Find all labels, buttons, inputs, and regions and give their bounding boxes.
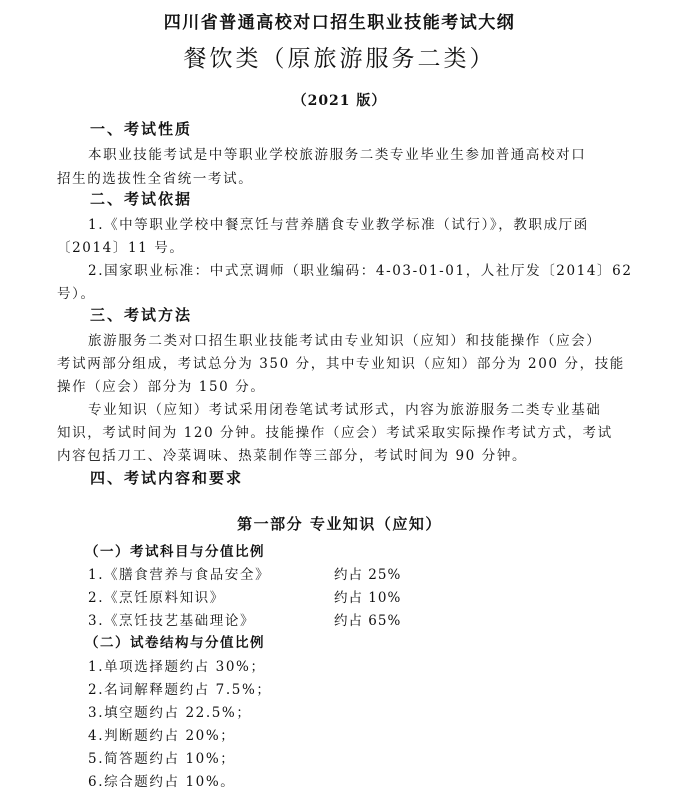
paragraph-line: 2.国家职业标准：中式烹调师（职业编码：4-03-01-01，人社厅发〔2014〕62 bbox=[88, 263, 633, 279]
paragraph-line: 〔2014〕11 号。 bbox=[57, 240, 185, 256]
edition-label: （2021 版） bbox=[292, 93, 387, 109]
structure-item: 4.判断题约占 20%； bbox=[88, 728, 236, 744]
subject-name: 3.《烹饪技艺基础理论》 bbox=[88, 613, 256, 629]
section-heading-basis: 二、考试依据 bbox=[90, 190, 193, 208]
document-title: 四川省普通高校对口招生职业技能考试大纲 bbox=[163, 13, 516, 33]
structure-item: 3.填空题约占 22.5%； bbox=[88, 705, 252, 721]
section-heading-method: 三、考试方法 bbox=[90, 306, 193, 324]
structure-item: 5.简答题约占 10%； bbox=[88, 751, 236, 767]
paragraph-line: 本职业技能考试是中等职业学校旅游服务二类专业毕业生参加普通高校对口 bbox=[88, 147, 587, 163]
subject-name: 1.《膳食营养与食品安全》 bbox=[88, 567, 271, 583]
section-heading-content: 四、考试内容和要求 bbox=[90, 469, 244, 487]
section-heading-nature: 一、考试性质 bbox=[90, 120, 193, 138]
subject-share: 约占 25% bbox=[334, 567, 402, 583]
structure-item: 1.单项选择题约占 30%； bbox=[88, 659, 266, 675]
subject-share: 约占 10% bbox=[334, 590, 402, 606]
paragraph-line: 操作（应会）部分为 150 分。 bbox=[57, 379, 266, 395]
subsection-heading-subjects: （一）考试科目与分值比例 bbox=[85, 544, 265, 560]
subject-share: 约占 65% bbox=[334, 613, 402, 629]
paragraph-line: 内容包括刀工、冷菜调味、热菜制作等三部分，考试时间为 90 分钟。 bbox=[57, 448, 528, 464]
paragraph-line: 考试两部分组成，考试总分为 350 分，其中专业知识（应知）部分为 200 分，技能 bbox=[57, 356, 625, 372]
paragraph-line: 号）。 bbox=[57, 286, 96, 302]
paragraph-line: 旅游服务二类对口招生职业技能考试由专业知识（应知）和技能操作（应会） bbox=[88, 333, 602, 349]
document-subtitle: 餐饮类（原旅游服务二类） bbox=[183, 46, 496, 72]
structure-item: 2.名词解释题约占 7.5%； bbox=[88, 682, 272, 698]
paragraph-line: 招生的选拔性全省统一考试。 bbox=[57, 171, 254, 187]
paragraph-line: 1.《中等职业学校中餐烹饪与营养膳食专业教学标准（试行）》，教职成厅函 bbox=[88, 217, 589, 233]
part-title: 第一部分 专业知识（应知） bbox=[237, 515, 442, 533]
subsection-heading-structure: （二）试卷结构与分值比例 bbox=[85, 635, 265, 651]
paragraph-line: 专业知识（应知）考试采用闭卷笔试考试形式，内容为旅游服务二类专业基础 bbox=[88, 402, 602, 418]
subject-name: 2.《烹饪原料知识》 bbox=[88, 590, 225, 606]
structure-item: 6.综合题约占 10%。 bbox=[88, 774, 236, 790]
paragraph-line: 知识，考试时间为 120 分钟。技能操作（应会）考试采取实际操作考试方式，考试 bbox=[57, 425, 613, 441]
